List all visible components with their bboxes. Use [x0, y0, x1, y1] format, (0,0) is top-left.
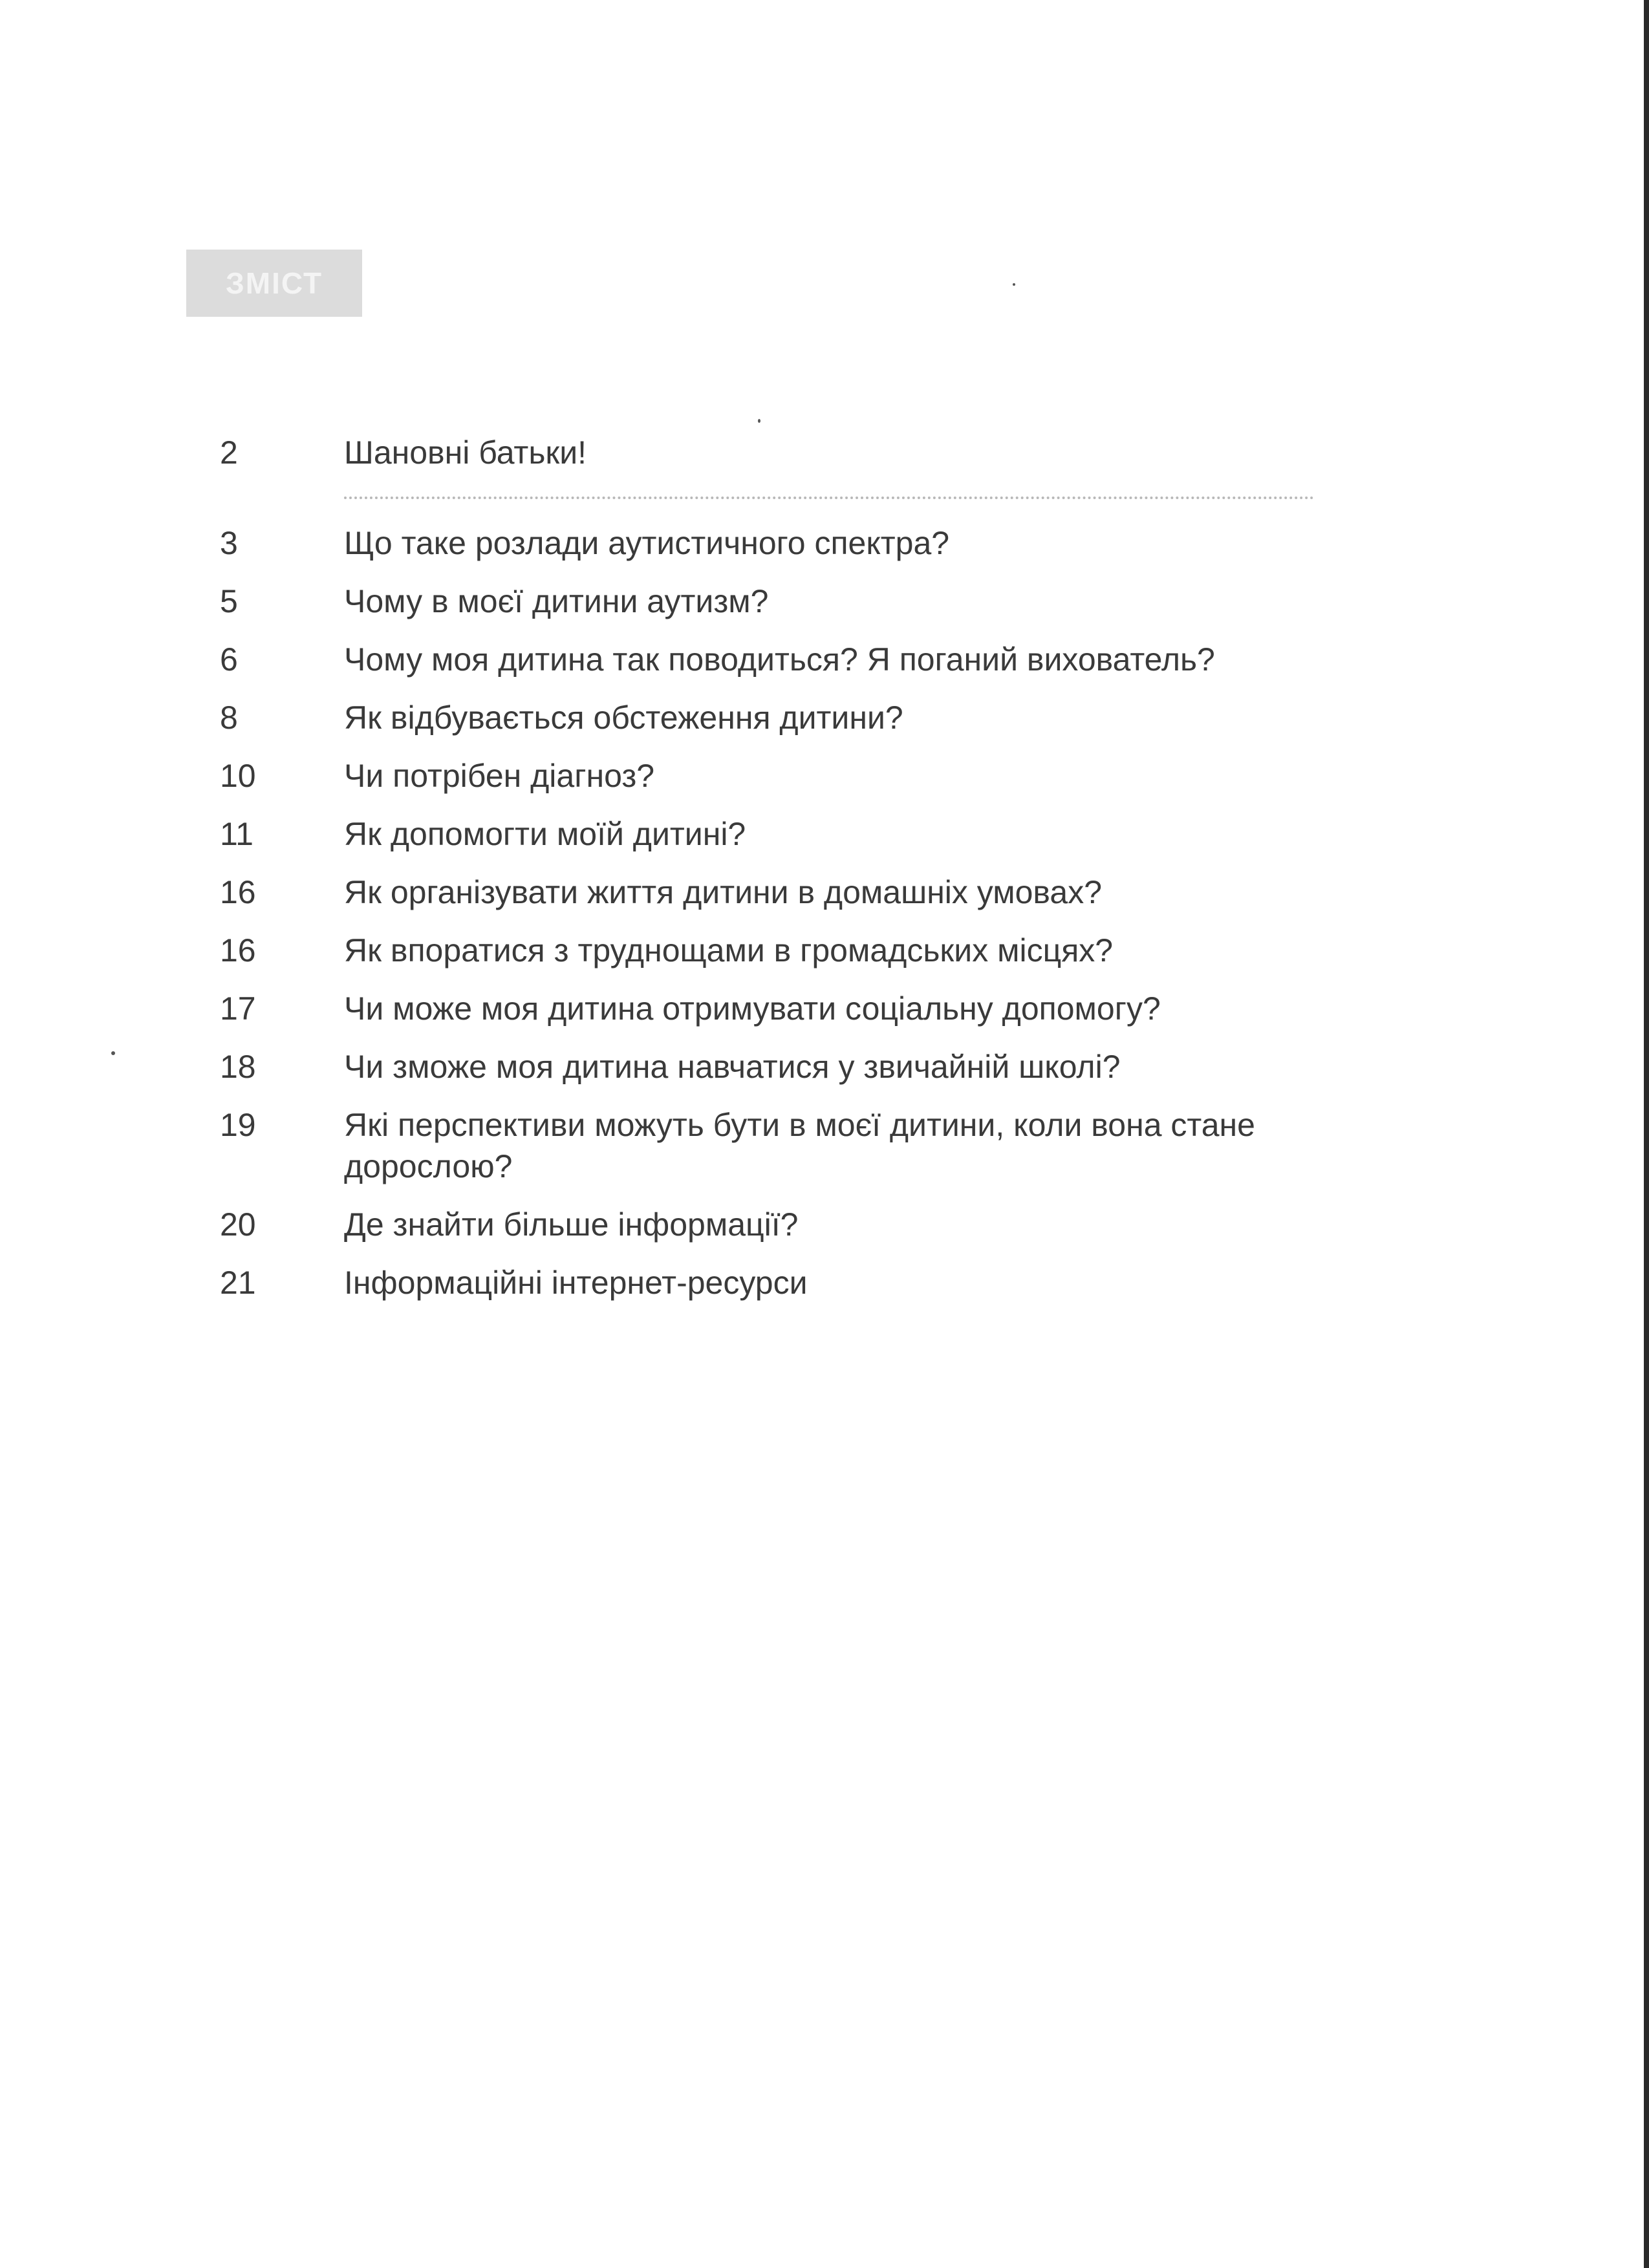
contents-heading-box	[186, 250, 362, 317]
toc-entry	[220, 988, 1319, 1029]
toc-entry	[220, 697, 1319, 738]
toc-page-number: 3	[220, 525, 238, 561]
toc-entry	[220, 639, 1319, 680]
toc-page-number: 17	[220, 990, 256, 1027]
toc-page-number: 19	[220, 1107, 256, 1143]
toc-entry	[220, 1262, 1319, 1303]
toc-title: Де знайти більше інформації?	[344, 1206, 799, 1243]
toc-entry	[220, 813, 1319, 855]
toc-entry	[220, 872, 1319, 913]
scan-speck	[1013, 283, 1015, 286]
toc-entry	[220, 581, 1319, 622]
toc-title: Які перспективи можуть бути в моєї дитини, коли вона стане дорослою?	[344, 1107, 1255, 1184]
toc-entry	[220, 755, 1319, 797]
toc-page-number: 21	[220, 1265, 256, 1301]
toc-title: Як впоратися з труднощами в громадських місцях?	[344, 932, 1114, 968]
toc-entry	[220, 522, 1319, 564]
toc-page-number: 20	[220, 1206, 256, 1243]
toc-page-number: 16	[220, 932, 256, 968]
toc-title: Як відбувається обстеження дитини?	[344, 700, 903, 736]
contents-heading: ЗМІСТ	[225, 266, 323, 300]
scan-edge-shadow	[1644, 0, 1649, 2268]
toc-page-number: 8	[220, 700, 238, 736]
toc-page-number: 16	[220, 874, 256, 910]
toc-page-number: 2	[220, 434, 238, 471]
toc-page-number: 18	[220, 1049, 256, 1085]
toc-page-number: 6	[220, 641, 238, 678]
toc-page-number: 10	[220, 758, 256, 794]
toc-page-number: 11	[220, 816, 253, 852]
toc-title: Інформаційні інтернет-ресурси	[344, 1265, 808, 1301]
toc-page-number: 5	[220, 583, 238, 619]
toc-title: Чи зможе моя дитина навчатися у звичайній школі?	[344, 1049, 1121, 1085]
toc-title: Що таке розлади аутистичного спектра?	[344, 525, 950, 561]
table-of-contents	[220, 432, 1319, 1320]
toc-title: Чому в моєї дитини аутизм?	[344, 583, 769, 619]
toc-entry	[220, 1204, 1319, 1245]
toc-entry	[220, 1046, 1319, 1087]
scan-speck	[111, 1051, 115, 1055]
toc-entry	[220, 432, 1319, 473]
toc-title: Шановні батьки!	[344, 434, 587, 471]
toc-entry	[220, 930, 1319, 971]
toc-title: Чи потрібен діагноз?	[344, 758, 655, 794]
toc-title: Як організувати життя дитини в домашніх умовах?	[344, 874, 1103, 910]
toc-title: Як допомогти моїй дитині?	[344, 816, 746, 852]
toc-entry	[220, 1104, 1319, 1187]
toc-title: Чи може моя дитина отримувати соціальну допомогу?	[344, 990, 1161, 1027]
scan-speck	[758, 419, 760, 423]
toc-divider	[344, 497, 1314, 499]
toc-title: Чому моя дитина так поводиться? Я поганий вихователь?	[344, 641, 1215, 678]
